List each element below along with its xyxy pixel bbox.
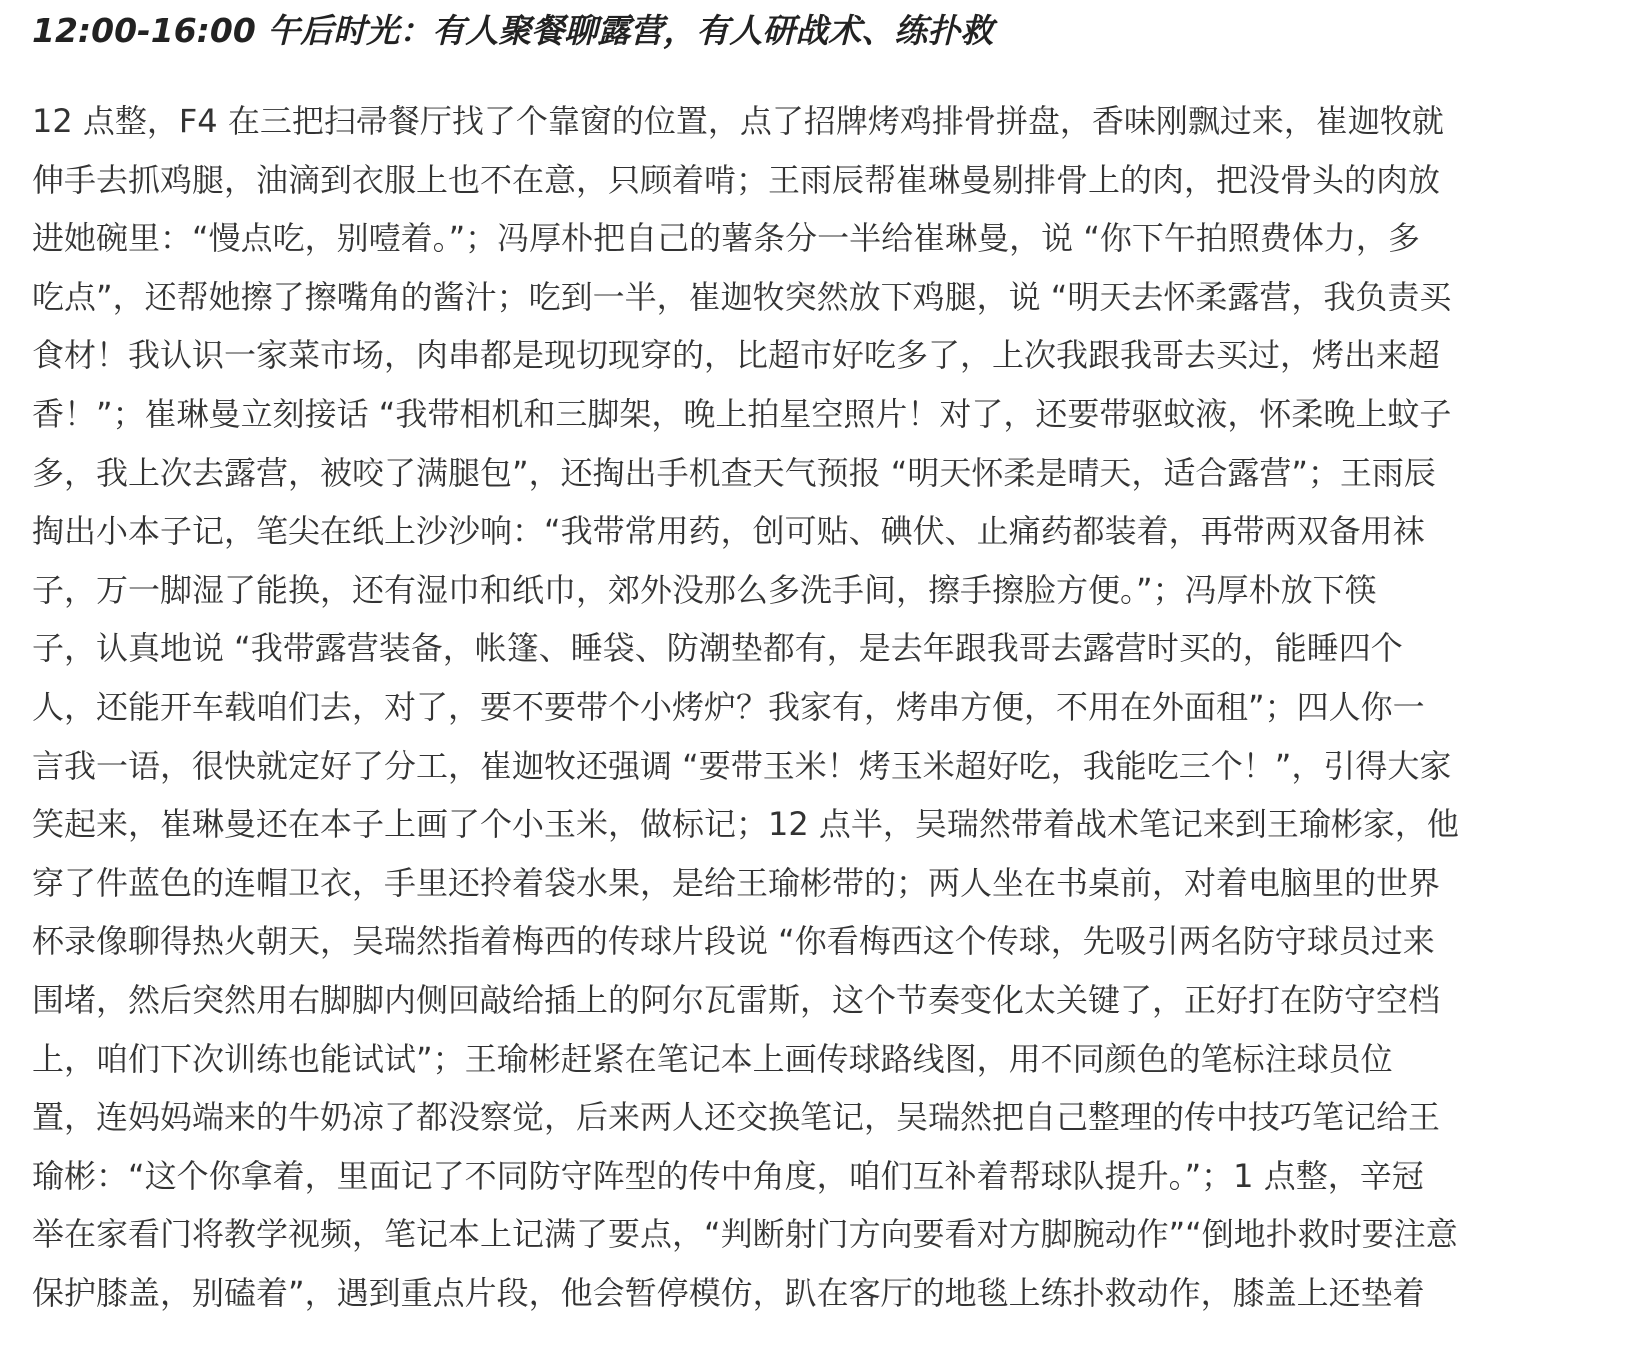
section-heading: 12:00-16:00 午后时光：有人聚餐聊露营，有人研战术、练扑救 [32,11,994,50]
paragraph-line: 笑起来，崔琳曼还在本子上画了个小玉米，做标记；12 点半，吴瑞然带着战术笔记来到王瑜彬家，他 [32,805,1459,844]
paragraph-line: 12 点整，F4 在三把扫帚餐厅找了个靠窗的位置，点了招牌烤鸡排骨拼盘，香味刚飘过来，崔迦牧就 [32,102,1444,140]
paragraph-line: 食材！我认识一家菜市场，肉串都是现切现穿的，比超市好吃多了，上次我跟我哥去买过，烤出来超 [32,336,1441,375]
paragraph-line: 杯录像聊得热火朝天，吴瑞然指着梅西的传球片段说 “你看梅西这个传球，先吸引两名防守球员过来 [32,922,1435,961]
paragraph-line: 子，万一脚湿了能换，还有湿巾和纸巾，郊外没那么多洗手间，擦手擦脸方便。”；冯厚朴放下筷 [32,570,1377,609]
paragraph-line: 围堵，然后突然用右脚脚内侧回敲给插上的阿尔瓦雷斯，这个节奏变化太关键了，正好打在防守空档 [32,980,1441,1019]
article-paragraph [32,92,1609,1322]
paragraph-line: 进她碗里：“慢点吃，别噎着。”；冯厚朴把自己的薯条分一半给崔琳曼，说 “你下午拍照费体力，多 [32,219,1420,258]
paragraph-line: 举在家看门将教学视频，笔记本上记满了要点，“判断射门方向要看对方脚腕动作”“倒地扑救时要注意 [32,1215,1458,1254]
paragraph-line: 子，认真地说 “我带露营装备，帐篷、睡袋、防潮垫都有，是去年跟我哥去露营时买的，能睡四个 [32,629,1403,668]
paragraph-line: 瑜彬：“这个你拿着，里面记了不同防守阵型的传中角度，咱们互补着帮球队提升。”；1 点整，辛冠 [32,1156,1424,1195]
paragraph-line: 置，连妈妈端来的牛奶凉了都没察觉，后来两人还交换笔记，吴瑞然把自己整理的传中技巧笔记给王 [32,1098,1441,1137]
paragraph-line: 伸手去抓鸡腿，油滴到衣服上也不在意，只顾着啃；王雨辰帮崔琳曼剔排骨上的肉，把没骨头的肉放 [32,160,1441,199]
paragraph-line: 保护膝盖，别磕着”，遇到重点片段，他会暂停模仿，趴在客厅的地毯上练扑救动作，膝盖上还垫着 [32,1273,1425,1312]
paragraph-line: 香！”；崔琳曼立刻接话 “我带相机和三脚架，晚上拍星空照片！对了，还要带驱蚊液，怀柔晚上蚊子 [32,394,1452,433]
paragraph-line: 吃点”，还帮她擦了擦嘴角的酱汁；吃到一半，崔迦牧突然放下鸡腿，说 “明天去怀柔露营，我负责买 [32,277,1452,316]
paragraph-line: 人，还能开车载咱们去，对了，要不要带个小烤炉？我家有，烤串方便，不用在外面租”；四人你一 [32,687,1425,726]
paragraph-line: 穿了件蓝色的连帽卫衣，手里还拎着袋水果，是给王瑜彬带的；两人坐在书桌前，对着电脑里的世界 [32,863,1441,902]
paragraph-line: 多，我上次去露营，被咬了满腿包”，还掏出手机查天气预报 “明天怀柔是晴天，适合露营”；王雨辰 [32,453,1436,492]
paragraph-line: 掏出小本子记，笔尖在纸上沙沙响：“我带常用药，创可贴、碘伏、止痛药都装着，再带两双备用袜 [32,512,1425,551]
paragraph-line: 言我一语，很快就定好了分工，崔迦牧还强调 “要带玉米！烤玉米超好吃，我能吃三个！”，引得大家 [32,746,1452,785]
paragraph-line: 上，咱们下次训练也能试试”；王瑜彬赶紧在笔记本上画传球路线图，用不同颜色的笔标注球员位 [32,1039,1393,1078]
